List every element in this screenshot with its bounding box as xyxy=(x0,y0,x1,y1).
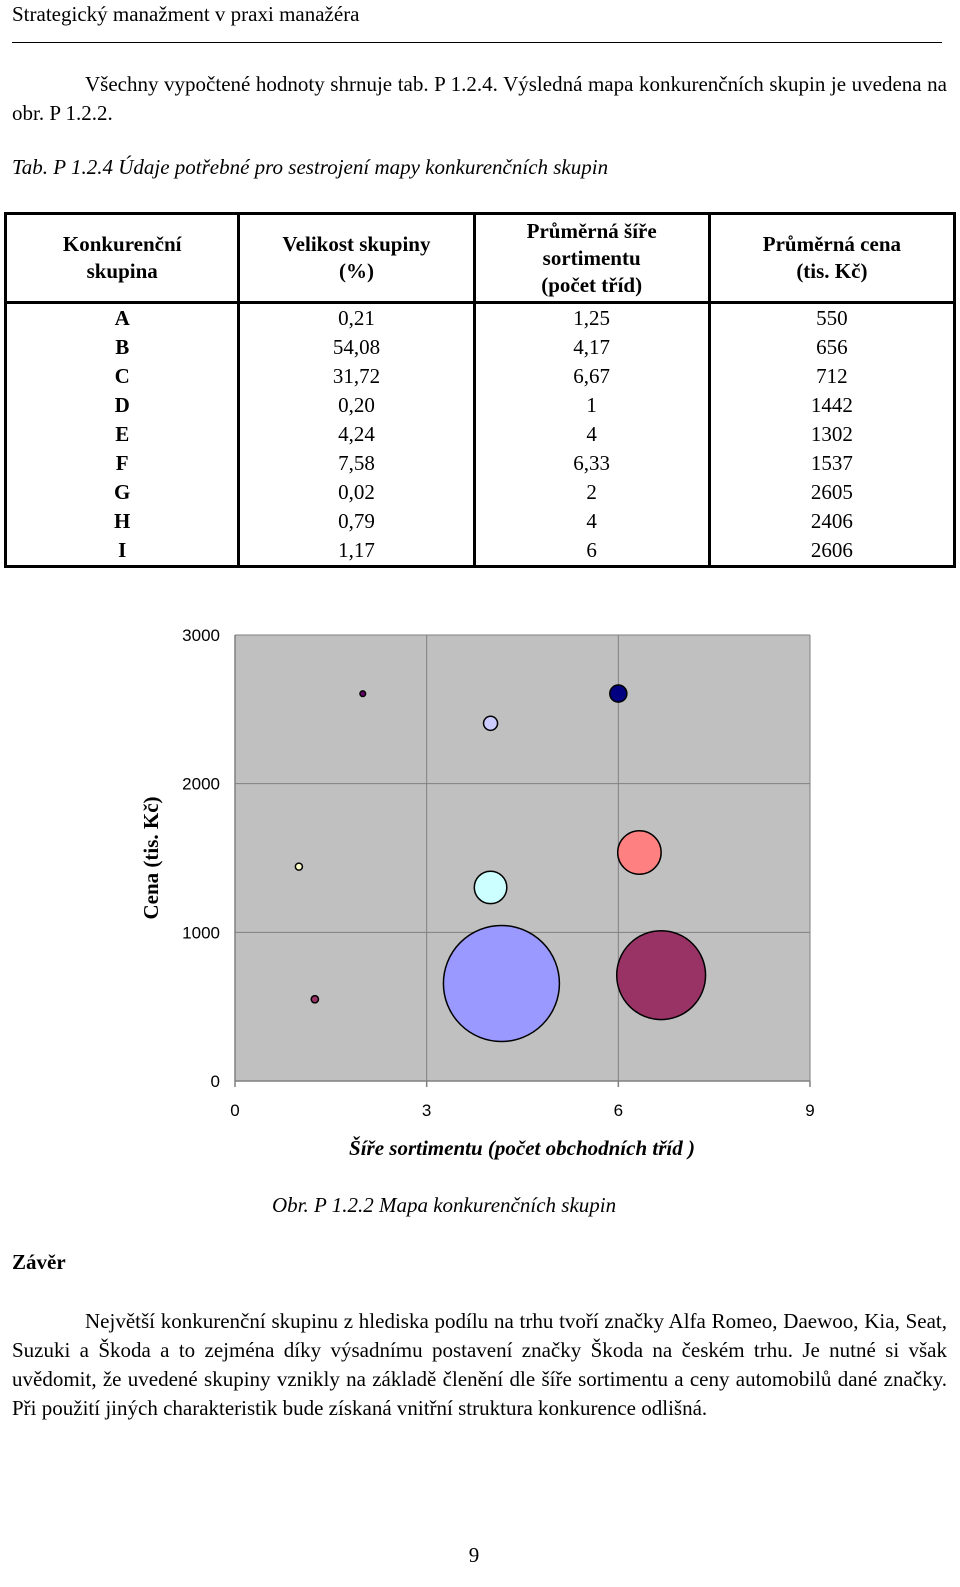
bubble-e xyxy=(474,871,506,903)
x-axis-title: Šíře sortimentu (počet obchodních tříd ) xyxy=(349,1136,695,1160)
y-tick-label: 1000 xyxy=(182,923,220,943)
cell-group: H xyxy=(6,507,239,536)
cell-group: A xyxy=(6,303,239,334)
y-tick-label: 0 xyxy=(210,1072,220,1091)
table-row xyxy=(6,449,955,478)
cell-group: G xyxy=(6,478,239,507)
cell-group: B xyxy=(6,333,239,362)
running-header: Strategický manažment v praxi manažéra xyxy=(12,2,360,26)
cell-price: 712 xyxy=(709,362,954,391)
x-tick-labels xyxy=(230,1101,814,1120)
cell-width: 2 xyxy=(474,478,709,507)
cell-width: 6,33 xyxy=(474,449,709,478)
page-number: 9 xyxy=(468,1543,480,1567)
cell-price: 2406 xyxy=(709,507,954,536)
header-size: Velikost skupiny (%) xyxy=(239,214,474,303)
table-row xyxy=(6,303,955,334)
x-tick-label: 0 xyxy=(230,1101,240,1120)
table-row xyxy=(6,391,955,420)
bubble-c xyxy=(617,931,706,1020)
y-tick-label: 3000 xyxy=(182,626,220,645)
bubble-a xyxy=(311,996,318,1003)
cell-size: 0,20 xyxy=(239,391,474,420)
table-row xyxy=(6,333,955,362)
table-header-row xyxy=(6,214,955,303)
cell-price: 1302 xyxy=(709,420,954,449)
figure-caption: Obr. P 1.2.2 Mapa konkurenčních skupin xyxy=(272,1193,617,1217)
cell-width: 1 xyxy=(474,391,709,420)
cell-group: E xyxy=(6,420,239,449)
table-row xyxy=(6,362,955,391)
cell-size: 4,24 xyxy=(239,420,474,449)
conclusion-paragraph: Největší konkurenční skupinu z hlediska podílu na trhu tvoří značky Alfa Romeo, Daewoo, Kia, Seat, Suzuki a Škoda a to zejména díky výsadnímu postavení značky Škoda na českém trhu. Je nutné si však uvědomit, že uvedené skupiny vznikly na základě členění dle šíře sortimentu a ceny automobilů dané značky. Při použití jiných charakteristik bude získaná vnitřní struktura konkurence odlišná. xyxy=(12,1309,947,1420)
cell-group: C xyxy=(6,362,239,391)
bubble-i xyxy=(610,685,627,702)
bubble-h xyxy=(484,716,498,730)
bubble-f xyxy=(618,831,661,874)
cell-width: 6,67 xyxy=(474,362,709,391)
cell-price: 1442 xyxy=(709,391,954,420)
cell-price: 656 xyxy=(709,333,954,362)
cell-group: I xyxy=(6,536,239,567)
cell-group: F xyxy=(6,449,239,478)
section-heading: Závěr xyxy=(12,1250,66,1274)
y-axis-title: Cena (tis. Kč) xyxy=(139,796,163,920)
y-tick-label: 2000 xyxy=(182,774,220,794)
cell-size: 0,21 xyxy=(239,303,474,334)
cell-width: 1,25 xyxy=(474,303,709,334)
table-row xyxy=(6,507,955,536)
cell-size: 0,79 xyxy=(239,507,474,536)
cell-width: 4 xyxy=(474,507,709,536)
intro-paragraph: Všechny vypočtené hodnoty shrnuje tab. P 1.2.4. Výsledná mapa konkurenčních skupin je uvedena na obr. P 1.2.2. xyxy=(12,72,947,125)
x-tick-label: 3 xyxy=(421,1101,432,1120)
cell-size: 31,72 xyxy=(239,362,474,391)
header-width: Průměrná šíře sortimentu (počet tříd) xyxy=(474,214,709,303)
cell-price: 1537 xyxy=(709,449,954,478)
cell-group: D xyxy=(6,391,239,420)
cell-price: 2606 xyxy=(709,536,954,567)
bubble-g xyxy=(360,691,366,697)
data-table xyxy=(4,212,956,568)
header-rule xyxy=(12,42,942,43)
cell-price: 2605 xyxy=(709,478,954,507)
cell-size: 7,58 xyxy=(239,449,474,478)
cell-price: 550 xyxy=(709,303,954,334)
bubble-d xyxy=(295,863,302,870)
table-row xyxy=(6,536,955,567)
x-tick-label: 9 xyxy=(805,1101,815,1120)
header-price: Průměrná cena (tis. Kč) xyxy=(709,214,954,303)
y-tick-labels xyxy=(182,626,220,1091)
cell-size: 1,17 xyxy=(239,536,474,567)
bubble-chart xyxy=(0,600,960,1175)
bubble-b xyxy=(443,925,559,1041)
cell-width: 4 xyxy=(474,420,709,449)
cell-width: 6 xyxy=(474,536,709,567)
cell-width: 4,17 xyxy=(474,333,709,362)
table-row xyxy=(6,478,955,507)
cell-size: 54,08 xyxy=(239,333,474,362)
header-group: Konkurenční skupina xyxy=(6,214,239,303)
table-row xyxy=(6,420,955,449)
cell-size: 0,02 xyxy=(239,478,474,507)
x-tick-label: 6 xyxy=(613,1101,624,1120)
table-caption: Tab. P 1.2.4 Údaje potřebné pro sestrojení mapy konkurenčních skupin xyxy=(12,155,609,179)
